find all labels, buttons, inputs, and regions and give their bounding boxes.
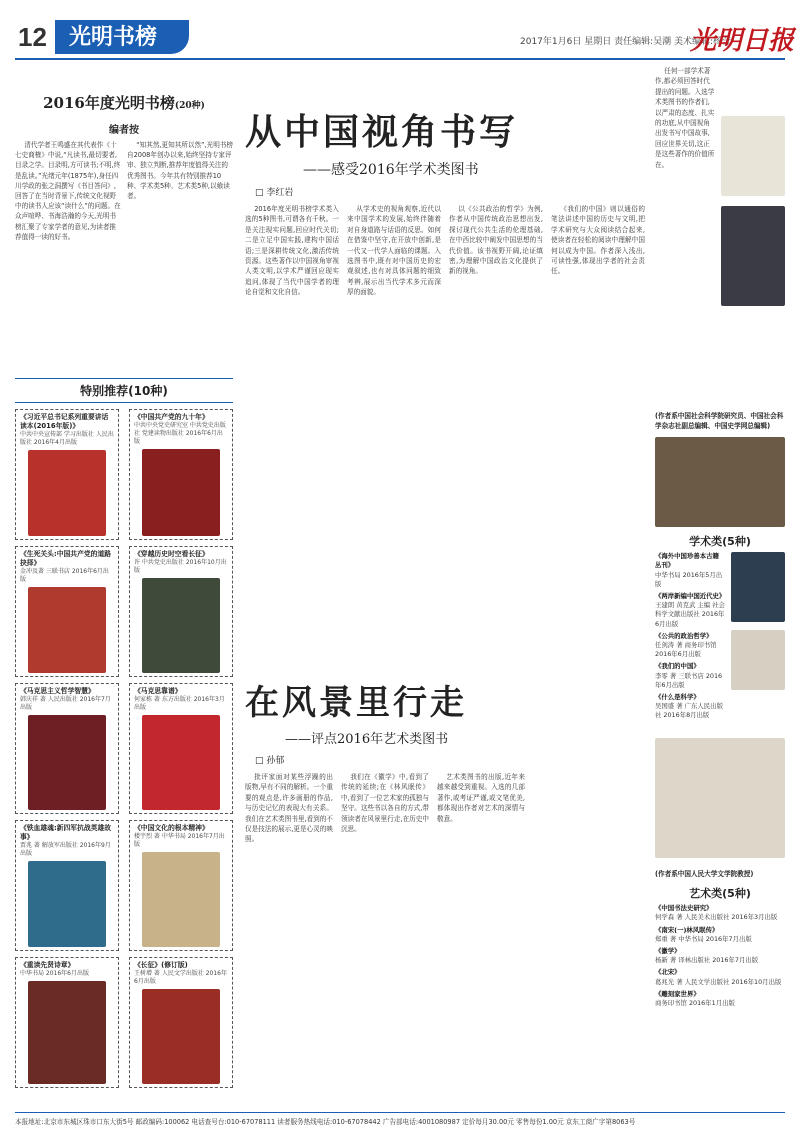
book-title: 《马克思主义哲学智慧》 — [20, 687, 95, 695]
book-meta: 许 中共党史出版社 2016年10月出版 — [134, 559, 227, 574]
issue-info: 2017年1月6日 星期日 责任编辑:吴潮 美术编辑:杨莹 — [520, 37, 732, 47]
book-card — [129, 683, 233, 814]
book-list-item — [655, 947, 785, 965]
article-subhead: ——感受2016年学术类图书 — [303, 162, 479, 178]
editor-note-paragraph: “知其然,更知其所以然”,光明书榜自2008年创办以来,始终坚持专家评审、独立判断,推荐年度值得关注的优秀图书。今年共有特别推荐10种、学术类5种、艺术类5种,以飨读者。 — [127, 141, 233, 201]
book-card — [129, 957, 233, 1088]
book-title: 《什么是科学》 — [655, 693, 700, 702]
editor-note-heading: 编者按 — [109, 125, 139, 136]
book-title: 《穿越历史时空看长征》 — [134, 550, 209, 558]
book-card — [129, 546, 233, 677]
book-card — [129, 820, 233, 951]
book-meta: 商务印书馆 2016年1月出版 — [655, 999, 735, 1008]
book-meta: 贾兆 著 解放军出版社 2016年9月出版 — [20, 842, 111, 857]
special-book-grid — [15, 409, 233, 1088]
section-title: 光明书榜 — [55, 20, 189, 54]
newspaper-logo: 光明日报 — [690, 26, 795, 56]
booklist-title-count: (20种) — [174, 101, 205, 111]
book-meta: 何家栋 著 东方出版社 2016年3月出版 — [134, 696, 225, 711]
book-title: 《海外中国珍善本古籍丛刊》 — [655, 552, 719, 570]
article-byline: □ 李红岩 — [255, 188, 294, 198]
book-list-item — [655, 592, 725, 629]
book-title: 《徽学》 — [655, 947, 681, 956]
book-title: 《习近平总书记系列重要讲话读本(2016年版)》 — [20, 413, 109, 430]
book-cover-image — [721, 206, 785, 306]
book-cover-image — [142, 989, 220, 1084]
book-cover-image — [142, 715, 220, 810]
article-headline: 在风景里行走 — [245, 683, 467, 723]
book-cover-image — [28, 450, 106, 536]
masthead — [0, 0, 800, 62]
book-meta: 葛兆光 著 人民文学出版社 2016年10月出版 — [655, 977, 782, 986]
book-list-item — [655, 990, 785, 1008]
book-cover-image — [731, 552, 785, 622]
academic-heading: 学术类(5种) — [689, 535, 751, 549]
book-meta: 何学森 著 人民美术出版社 2016年3月出版 — [655, 913, 778, 922]
article-art — [245, 675, 525, 1082]
author-note: (作者系中国社会科学院研究员、中国社会科学杂志社副总编辑、中国史学网总编辑) — [655, 412, 784, 430]
academic-book-list — [655, 552, 725, 723]
article-body — [245, 772, 525, 1082]
book-cover-image — [142, 852, 220, 947]
book-title: 《公共的政治哲学》 — [655, 631, 713, 640]
book-title: 《北宋》 — [655, 968, 681, 977]
book-list-item — [655, 904, 785, 922]
book-cover-image — [721, 116, 785, 196]
book-meta: 杨新 著 译林出版社 2016年7月出版 — [655, 956, 759, 965]
masthead-rule — [15, 58, 785, 60]
book-cover-image — [142, 578, 220, 673]
byline-author: 李红岩 — [266, 188, 294, 198]
book-title: 《中国文化的根本精神》 — [134, 824, 209, 832]
left-column — [15, 66, 233, 1088]
art-book-list — [655, 904, 785, 1008]
article-academic — [245, 66, 645, 739]
booklist-title-text: 2016年度光明书榜 — [43, 94, 175, 112]
book-card — [15, 683, 119, 814]
article-column: 以《公共政治的哲学》为例,作者从中国传统政治思想出发,探讨现代公共生活的伦理基础,在中西比较中阐发中国思想的当代价值。该书视野开阔,论证缜密,为理解中国政治文化提供了新的视角。 — [449, 205, 543, 276]
book-cover-image — [655, 437, 785, 527]
book-list-item — [655, 662, 725, 690]
book-list-item — [655, 926, 785, 944]
book-meta: 中共中央党史研究室 中共党史出版社 党建读物出版社 2016年6月出版 — [134, 422, 226, 445]
editor-note — [15, 140, 233, 370]
art-author-note: (作者系中国人民大学文学院教授) — [655, 869, 754, 878]
byline-author: 孙郁 — [266, 756, 285, 766]
article-column: 从学术史的视角观察,近代以来中国学术的发展,始终伴随着对自身道路与话语的反思。如何在借鉴中坚守,在开放中创新,是一代又一代学人面临的课题。入选图书中,既有对中国历史的宏观叙述,也有对具体问题的细致考辨,展示出当代学术多元而深厚的面貌。 — [347, 205, 441, 297]
book-meta: 中共中央宣传部 学习出版社 人民出版社 2016年4月出版 — [20, 431, 114, 446]
book-title: 《长征》(修订版) — [134, 961, 188, 969]
book-title: 《我们的中国》 — [655, 662, 700, 671]
book-cover-image — [28, 587, 106, 673]
book-meta: 楼宇烈 著 中华书局 2016年7月出版 — [134, 833, 225, 848]
book-meta: 王树增 著 人民文学出版社 2016年6月出版 — [134, 970, 227, 985]
book-cover-image — [655, 738, 785, 858]
book-cover-image — [28, 715, 106, 810]
book-title: 《南宋(一)林风眠传》 — [655, 925, 719, 934]
book-list-item — [655, 632, 725, 660]
article-column: 2016年度光明书榜学术类入选的5种图书,可谓各有千秋。一是关注现实问题,回应时代关切;二是立足中国实践,建构中国话语;三是深耕传统文化,激活传统资源。这些著作以中国视角审视人类文明,以学术严谨回应现实追问,体现了当代中国学者的理论自觉和文化自信。 — [245, 205, 339, 297]
book-meta: 金冲及著 三联书店 2016年6月出版 — [20, 568, 109, 583]
book-cover-image — [28, 981, 106, 1084]
right-text: 任何一部学术著作,都必须回答时代提出的问题。入选学术类图书的作者们,以严肃的态度、扎实的功底,从中国视角出发书写中国故事,回应世界关切,这正是这些著作的价值所在。 — [655, 67, 715, 169]
article-headline: 从中国视角书写 — [245, 111, 519, 153]
book-title: 《中国书法史研究》 — [655, 904, 713, 913]
book-list-item — [655, 552, 725, 589]
book-card — [15, 957, 119, 1088]
editor-note-paragraph: 清代学者王鸣盛在其代表作《十七史商榷》中说,“凡读书,最切要者,目录之学。目录明,方可读书;不明,终是乱读。”光绪元年(1875年),身任四川学政的张之洞撰写《书目答问》,回答了在当时背景下,传统文化视野中的读书人应该“读什么”的问题。在众声喧哗、书海浩瀚的今天,光明书榜汇聚了专家学者的意见,为读者推荐值得一读的好书。 — [15, 141, 121, 241]
book-title: 《中国共产党的九十年》 — [134, 413, 209, 421]
book-title: 《两岸新编中国近代史》 — [655, 592, 726, 600]
right-column — [655, 66, 785, 1011]
article-byline: □ 孙郁 — [255, 756, 285, 766]
book-card — [15, 546, 119, 677]
book-title: 《生死关头:中国共产党的道路抉择》 — [20, 550, 112, 567]
book-cover-image — [142, 449, 220, 536]
article-column: 批评家面对某些浮躁的出版物,早有不同的解析。一个重要的观点是,许多画册的作品,与历史记忆的表现大有关系。我们在艺术类图书里,看到的不仅是技法的展示,更是心灵的映照。 — [245, 773, 333, 844]
book-meta: 中华书局 2016年5月出版 — [655, 570, 723, 588]
book-list-item — [655, 968, 785, 986]
page-number: 12 — [18, 22, 47, 52]
book-meta: 韩庆祥 著 人民出版社 2016年7月出版 — [20, 696, 111, 711]
book-list-item — [655, 693, 725, 721]
book-meta: 王建朗 黄克武 主编 社会科学文献出版社 2016年6月出版 — [655, 601, 725, 628]
book-meta: 中华书局 2016年6月出版 — [20, 970, 89, 977]
book-title: 《铁血雄魂:新四军抗战英雄故事》 — [20, 824, 112, 841]
book-meta: 吴国盛 著 广东人民出版社 2016年8月出版 — [655, 702, 723, 720]
book-cover-image — [731, 630, 785, 690]
book-title: 《雕刻家世界》 — [655, 989, 700, 998]
article-column: 我们在《徽学》中,看到了传统的延续;在《林风眠传》中,看到了一位艺术家的孤独与坚守。这些书以各自的方式,带领读者在风景里行走,在历史中沉思。 — [341, 773, 429, 834]
book-meta: 郑重 著 中华书局 2016年7月出版 — [655, 934, 752, 943]
article-column: 艺术类图书的出版,近年来越来越受到重视。入选的几部著作,或考证严谨,或文笔优美,都体现出作者对艺术的深情与敬意。 — [437, 773, 525, 823]
art-heading: 艺术类(5种) — [689, 887, 751, 901]
article-body — [245, 204, 645, 739]
book-card — [15, 409, 119, 540]
article-subhead: ——评点2016年艺术类图书 — [285, 732, 449, 747]
booklist-title — [15, 92, 233, 113]
book-title: 《重读先贤诗章》 — [20, 961, 75, 969]
book-card — [15, 820, 119, 951]
book-cover-image — [28, 861, 106, 947]
book-meta: 李零 著 三联书店 2016年6月出版 — [655, 671, 723, 689]
article-column: 《我们的中国》则以通俗的笔法讲述中国的历史与文明,把学术研究与大众阅读结合起来,使读者在轻松的阅读中理解中国何以成为中国。作者深入浅出,可读性强,体现出学者的社会责任。 — [551, 205, 645, 276]
book-title: 《马克思靠谱》 — [134, 687, 182, 695]
book-card — [129, 409, 233, 540]
book-meta: 任剑涛 著 商务印书馆 2016年6月出版 — [655, 641, 717, 659]
page-footer: 本报地址:北京市东城区珠市口东大街5号 邮政编码:100062 电话查号台:010-67078111 读者服务热线电话:010-67078442 广告部电话:4001080987 定价每月30.00元 零售每份1.00元 京东工商广字第8063号 — [15, 1112, 785, 1126]
special-recommend-heading: 特别推荐(10种) — [15, 378, 233, 403]
